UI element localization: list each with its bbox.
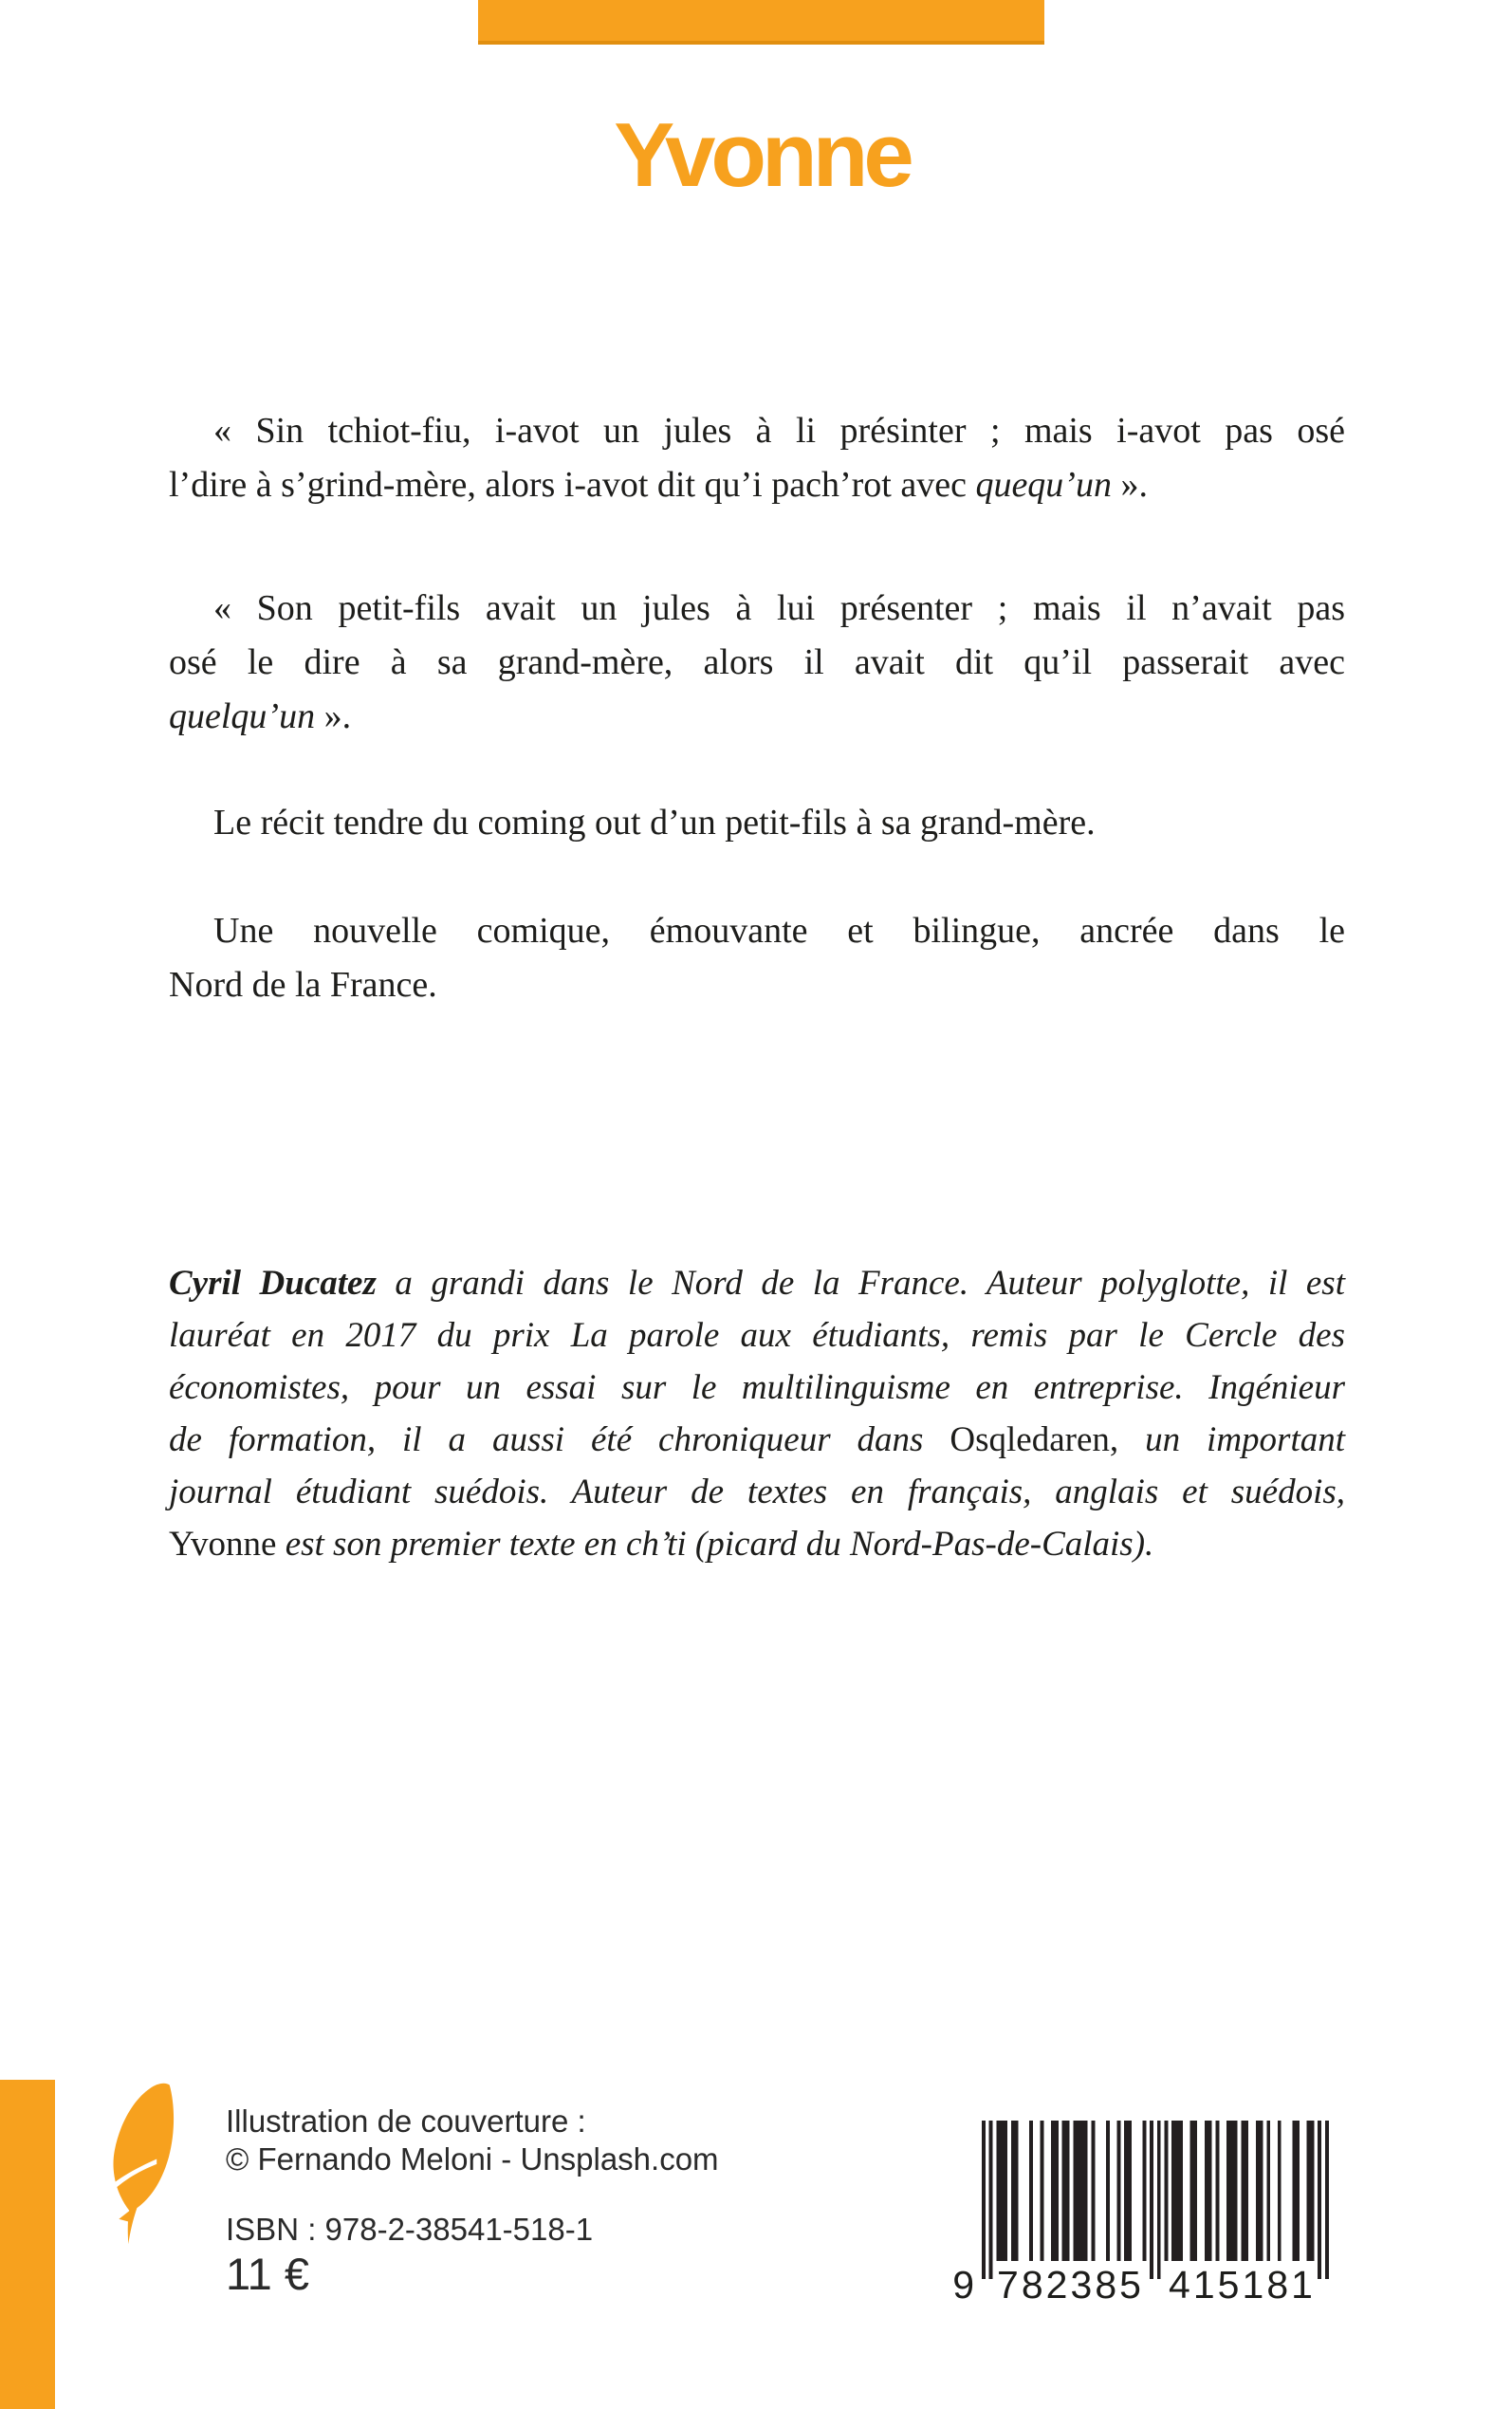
text-segment: de formation, il a aussi été chroniqueur dans: [169, 1420, 950, 1459]
credit-line-2: © Fernando Meloni - Unsplash.com: [226, 2141, 719, 2177]
text-line: [169, 958, 1345, 1012]
text-segment: est son premier texte en ch’ti (picard du Nord-Pas-de-Calais).: [276, 1525, 1154, 1564]
text-segment: économistes, pour un essai sur le multilinguisme en entreprise. Ingénieur: [169, 1368, 1345, 1407]
text-line: [169, 1414, 1345, 1466]
text-line: [169, 1466, 1345, 1518]
text-line: [169, 1362, 1345, 1414]
text-segment: « Son petit-fils avait un jules à lui présenter ; mais il n’avait pas: [213, 588, 1345, 628]
barcode-digit-group: 4 1 5 1 8 1: [1169, 2263, 1313, 2307]
text-segment: Le récit tendre du coming out d’un petit-fils à sa grand-mère.: [213, 803, 1096, 843]
text-segment: journal étudiant suédois. Auteur de textes en français, anglais et suédois,: [169, 1473, 1345, 1511]
credit-line-1: Illustration de couverture :: [226, 2103, 586, 2139]
quote-french-paragraph: [169, 582, 1345, 744]
text-line: [169, 796, 1345, 850]
barcode-digit-group: 9: [952, 2263, 974, 2307]
isbn-text: ISBN : 978-2-38541-518-1: [226, 2212, 594, 2247]
pitch-paragraph: [169, 904, 1345, 1012]
text-segment: ».: [1111, 465, 1148, 505]
text-segment: ».: [315, 696, 352, 736]
text-segment: lauréat en 2017 du prix La parole aux étudiants, remis par le Cercle des: [169, 1316, 1345, 1355]
text-line: [169, 582, 1345, 636]
text-segment: a grandi dans le Nord de la France. Auteur polyglotte, il est: [376, 1264, 1345, 1303]
price-text: 11 €: [226, 2249, 309, 2299]
text-line: [169, 1518, 1345, 1570]
barcode-bars: [982, 2121, 1329, 2285]
text-line: [169, 690, 1345, 744]
cover-illustration-credit: [226, 2103, 719, 2178]
text-segment: Yvonne: [169, 1525, 277, 1564]
book-title: Yvonne: [614, 104, 910, 206]
text-line: [169, 1309, 1345, 1362]
spine-accent-bar: [0, 2080, 55, 2409]
text-segment: un important: [1118, 1420, 1346, 1459]
publisher-feather-icon: [101, 2082, 180, 2245]
top-accent-tab: [478, 0, 1044, 45]
text-line: [169, 404, 1345, 458]
text-segment: Une nouvelle comique, émouvante et bilingue, ancrée dans le: [213, 911, 1345, 951]
text-segment: quequ’un: [975, 465, 1112, 505]
text-segment: Cyril Ducatez: [169, 1264, 377, 1303]
quote-chti-paragraph: [169, 404, 1345, 512]
text-line: [169, 636, 1345, 690]
text-segment: « Sin tchiot-fiu, i-avot un jules à li présinter ; mais i-avot pas osé: [213, 411, 1345, 451]
tagline-paragraph: [169, 796, 1345, 850]
text-line: [169, 1257, 1345, 1309]
text-line: [169, 904, 1345, 958]
ean13-barcode: [952, 2121, 1329, 2325]
author-bio-paragraph: [169, 1257, 1345, 1570]
text-line: [169, 458, 1345, 512]
text-segment: Osqledaren,: [950, 1420, 1119, 1459]
text-segment: quelqu’un: [169, 696, 316, 736]
barcode-digit-group: 7 8 2 3 8 5: [997, 2263, 1141, 2307]
text-segment: Nord de la France.: [169, 965, 437, 1005]
text-segment: l’dire à s’grind-mère, alors i-avot dit qu’i pach’rot avec: [169, 465, 976, 505]
text-segment: osé le dire à sa grand-mère, alors il avait dit qu’il passerait avec: [169, 642, 1345, 682]
